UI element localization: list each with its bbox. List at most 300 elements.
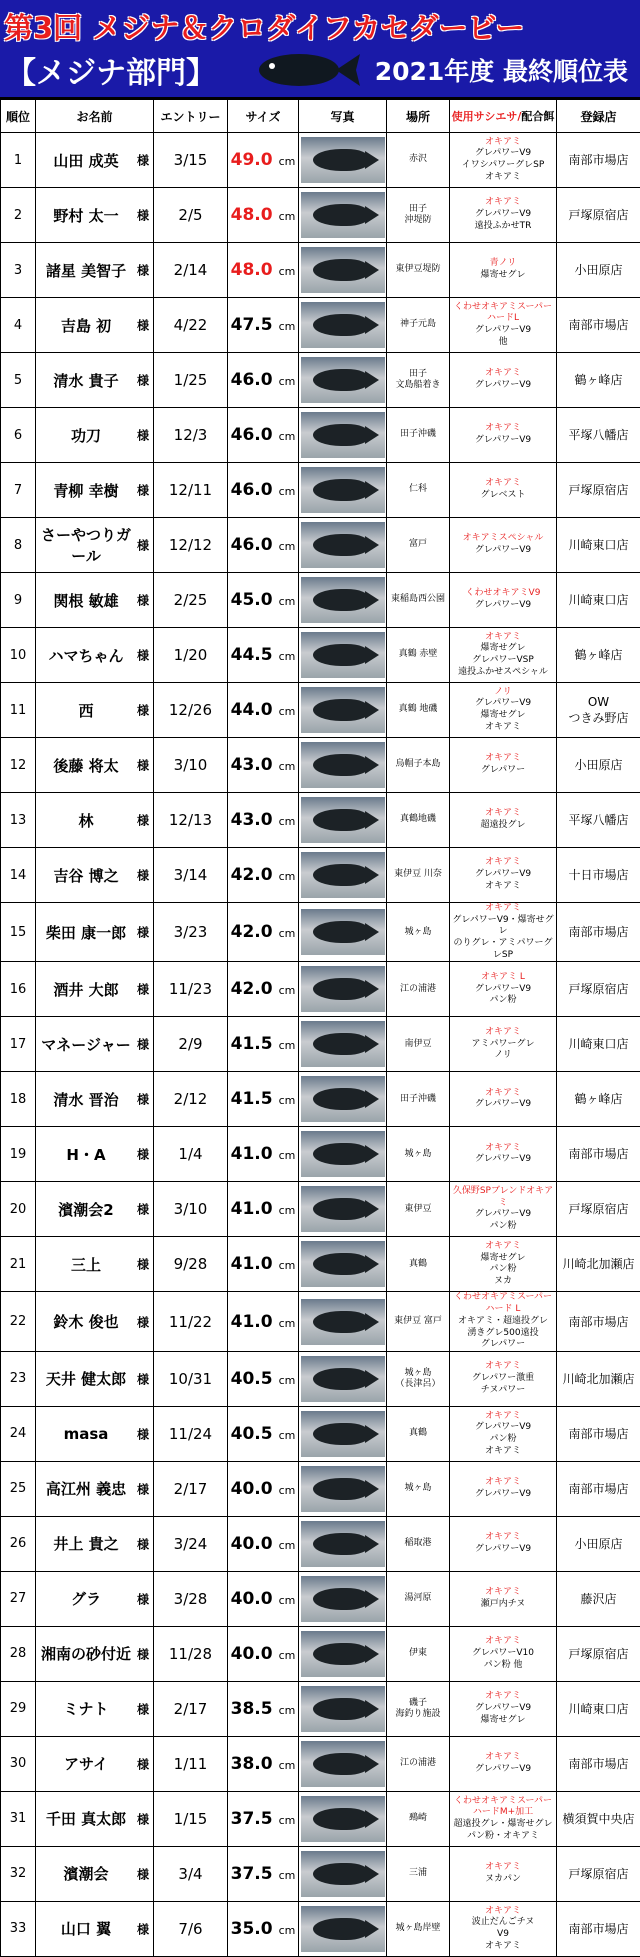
table-row bbox=[1, 1017, 640, 1072]
season-title: 2021年度 最終順位表 bbox=[375, 52, 628, 88]
entrant-name: 山口 翼 bbox=[36, 1918, 136, 1939]
rank-cell: 24 bbox=[1, 1406, 36, 1461]
sashie-bait: 青ノリ bbox=[490, 258, 517, 268]
header-store: 登録店 bbox=[557, 100, 640, 133]
size-cell bbox=[228, 298, 299, 353]
fish-photo bbox=[301, 1576, 385, 1622]
name-cell bbox=[36, 133, 154, 188]
size-unit: cm bbox=[279, 1149, 296, 1162]
fish-tail-icon bbox=[365, 923, 379, 941]
groundbait: グレパワーV9 bbox=[475, 380, 531, 390]
bait-cell bbox=[450, 1791, 557, 1846]
entrant-name: 清水 貴子 bbox=[36, 370, 136, 391]
header-size: サイズ bbox=[228, 100, 299, 133]
fish-icon bbox=[313, 1643, 369, 1665]
entry-date-cell: 2/17 bbox=[154, 1681, 228, 1736]
honorific: 様 bbox=[137, 1920, 149, 1937]
photo-cell bbox=[299, 1072, 387, 1127]
table-row bbox=[1, 1901, 640, 1956]
store-cell: 鶴ヶ峰店 bbox=[557, 628, 640, 683]
bait-cell bbox=[450, 573, 557, 628]
sashie-bait: くわせオキアミスーパーハード L bbox=[454, 1292, 552, 1314]
size-value: 40.5 bbox=[231, 1369, 273, 1389]
store-cell: 小田原店 bbox=[557, 738, 640, 793]
store-cell: 戸塚原宿店 bbox=[557, 1182, 640, 1237]
photo-cell bbox=[299, 463, 387, 518]
fish-photo bbox=[301, 357, 385, 403]
store-cell: 川崎東口店 bbox=[557, 573, 640, 628]
entry-date-cell: 2/9 bbox=[154, 1017, 228, 1072]
honorific: 様 bbox=[137, 1755, 149, 1772]
sashie-bait: オキアミ bbox=[485, 478, 521, 488]
name-cell bbox=[36, 1571, 154, 1626]
size-cell bbox=[228, 1127, 299, 1182]
honorific: 様 bbox=[137, 867, 149, 884]
bait-cell bbox=[450, 1406, 557, 1461]
photo-cell bbox=[299, 1791, 387, 1846]
table-row bbox=[1, 188, 640, 243]
fish-icon bbox=[313, 978, 369, 1000]
place-cell: 田子沖磯 bbox=[387, 408, 450, 463]
table-row bbox=[1, 1736, 640, 1791]
size-cell bbox=[228, 1461, 299, 1516]
entrant-name: 後藤 将太 bbox=[36, 755, 136, 776]
fish-tail-icon bbox=[365, 1865, 379, 1883]
bait-cell bbox=[450, 1182, 557, 1237]
fish-photo bbox=[301, 1466, 385, 1512]
bait-cell bbox=[450, 1292, 557, 1351]
table-row bbox=[1, 463, 640, 518]
size-value: 41.5 bbox=[231, 1089, 273, 1109]
name-cell bbox=[36, 1237, 154, 1292]
entry-date-cell: 3/15 bbox=[154, 133, 228, 188]
sashie-bait: ノリ bbox=[494, 687, 512, 697]
size-unit: cm bbox=[279, 1374, 296, 1387]
fish-icon bbox=[313, 1143, 369, 1165]
table-row bbox=[1, 1237, 640, 1292]
entry-date-cell: 3/28 bbox=[154, 1571, 228, 1626]
rank-cell: 33 bbox=[1, 1901, 36, 1956]
store-cell: OW つきみ野店 bbox=[557, 683, 640, 738]
entry-date-cell: 2/25 bbox=[154, 573, 228, 628]
fish-icon bbox=[313, 1423, 369, 1445]
entrant-name: 高江州 義忠 bbox=[36, 1478, 136, 1499]
honorific: 様 bbox=[137, 757, 149, 774]
bait-cell bbox=[450, 1127, 557, 1182]
photo-cell bbox=[299, 1292, 387, 1351]
photo-cell bbox=[299, 243, 387, 298]
rank-cell: 25 bbox=[1, 1461, 36, 1516]
name-cell bbox=[36, 1846, 154, 1901]
size-value: 40.5 bbox=[231, 1424, 273, 1444]
size-value: 37.5 bbox=[231, 1809, 273, 1829]
entry-date-cell: 9/28 bbox=[154, 1237, 228, 1292]
fish-photo bbox=[301, 1186, 385, 1232]
header-place: 場所 bbox=[387, 100, 450, 133]
name-cell bbox=[36, 1681, 154, 1736]
size-cell bbox=[228, 848, 299, 903]
size-value: 44.5 bbox=[231, 645, 273, 665]
photo-cell bbox=[299, 683, 387, 738]
size-unit: cm bbox=[279, 1429, 296, 1442]
entry-date-cell: 2/14 bbox=[154, 243, 228, 298]
honorific: 様 bbox=[137, 1590, 149, 1607]
entrant-name: 関根 敏雄 bbox=[36, 590, 136, 611]
entrant-name: ハマちゃん bbox=[36, 645, 136, 666]
fish-icon bbox=[313, 1088, 369, 1110]
fish-tail-icon bbox=[365, 1370, 379, 1388]
entrant-name: 功刀 bbox=[36, 425, 136, 446]
sashie-bait: オキアミ bbox=[485, 903, 521, 913]
honorific: 様 bbox=[137, 317, 149, 334]
size-unit: cm bbox=[279, 210, 296, 223]
name-cell bbox=[36, 628, 154, 683]
rank-cell: 11 bbox=[1, 683, 36, 738]
bait-cell bbox=[450, 683, 557, 738]
size-cell bbox=[228, 903, 299, 962]
size-cell bbox=[228, 962, 299, 1017]
sashie-bait: オキアミ bbox=[485, 1587, 521, 1597]
groundbait: オキアミ・超遠投グレ 湧きグレ500遠投 グレパワー bbox=[458, 1316, 548, 1349]
table-row bbox=[1, 1182, 640, 1237]
fish-tail-icon bbox=[365, 980, 379, 998]
sashie-bait: くわせオキアミスーパーハードM+加工 bbox=[454, 1796, 552, 1818]
size-cell bbox=[228, 1237, 299, 1292]
groundbait: グレパワーV9 パン粉 bbox=[475, 984, 531, 1006]
place-cell: 城ヶ島 bbox=[387, 1127, 450, 1182]
size-cell bbox=[228, 628, 299, 683]
fish-photo bbox=[301, 577, 385, 623]
rank-cell: 16 bbox=[1, 962, 36, 1017]
groundbait: グレパワーV9 爆寄せグレ オキアミ bbox=[475, 698, 531, 731]
place-cell: 田子 沖堤防 bbox=[387, 188, 450, 243]
size-unit: cm bbox=[279, 927, 296, 940]
sashie-bait: オキアミ bbox=[485, 368, 521, 378]
store-cell: 小田原店 bbox=[557, 1516, 640, 1571]
name-cell bbox=[36, 1127, 154, 1182]
fish-icon bbox=[313, 1808, 369, 1830]
place-cell: 真鶴 bbox=[387, 1237, 450, 1292]
entry-date-cell: 12/26 bbox=[154, 683, 228, 738]
sashie-bait: オキアミ bbox=[485, 1027, 521, 1037]
bait-cell bbox=[450, 1461, 557, 1516]
fish-tail-icon bbox=[365, 1425, 379, 1443]
size-value: 35.0 bbox=[231, 1919, 273, 1939]
table-row bbox=[1, 1127, 640, 1182]
rank-cell: 17 bbox=[1, 1017, 36, 1072]
honorific: 様 bbox=[137, 1146, 149, 1163]
fish-icon bbox=[313, 1253, 369, 1275]
size-value: 41.0 bbox=[231, 1312, 273, 1332]
rank-cell: 13 bbox=[1, 793, 36, 848]
table-row bbox=[1, 1681, 640, 1736]
size-value: 40.0 bbox=[231, 1644, 273, 1664]
entry-date-cell: 3/10 bbox=[154, 1182, 228, 1237]
bait-cell bbox=[450, 1237, 557, 1292]
honorific: 様 bbox=[137, 207, 149, 224]
size-cell bbox=[228, 1351, 299, 1406]
photo-cell bbox=[299, 1127, 387, 1182]
size-unit: cm bbox=[279, 705, 296, 718]
size-cell bbox=[228, 1626, 299, 1681]
place-cell: 三浦 bbox=[387, 1846, 450, 1901]
bait-cell bbox=[450, 962, 557, 1017]
entrant-name: 三上 bbox=[36, 1254, 136, 1275]
table-row bbox=[1, 962, 640, 1017]
rank-cell: 14 bbox=[1, 848, 36, 903]
size-value: 44.0 bbox=[231, 700, 273, 720]
fish-photo bbox=[301, 522, 385, 568]
size-value: 46.0 bbox=[231, 480, 273, 500]
honorific: 様 bbox=[137, 152, 149, 169]
entry-date-cell: 7/6 bbox=[154, 1901, 228, 1956]
rank-cell: 30 bbox=[1, 1736, 36, 1791]
fish-tail-icon bbox=[365, 646, 379, 664]
photo-cell bbox=[299, 573, 387, 628]
size-unit: cm bbox=[279, 1204, 296, 1217]
photo-cell bbox=[299, 353, 387, 408]
size-cell bbox=[228, 408, 299, 463]
name-cell bbox=[36, 243, 154, 298]
place-cell: 城ヶ島 bbox=[387, 903, 450, 962]
photo-cell bbox=[299, 1901, 387, 1956]
size-value: 38.5 bbox=[231, 1699, 273, 1719]
sashie-bait: オキアミ bbox=[485, 1477, 521, 1487]
fish-photo bbox=[301, 1021, 385, 1067]
place-cell: 東伊豆 川奈 bbox=[387, 848, 450, 903]
size-cell bbox=[228, 1846, 299, 1901]
photo-cell bbox=[299, 793, 387, 848]
entry-date-cell: 3/14 bbox=[154, 848, 228, 903]
entrant-name: 吉谷 博之 bbox=[36, 865, 136, 886]
bait-cell bbox=[450, 353, 557, 408]
name-cell bbox=[36, 903, 154, 962]
size-unit: cm bbox=[279, 1484, 296, 1497]
rank-cell: 32 bbox=[1, 1846, 36, 1901]
size-unit: cm bbox=[279, 1039, 296, 1052]
fish-tail-icon bbox=[365, 1755, 379, 1773]
fish-photo bbox=[301, 742, 385, 788]
groundbait: グレパワーV9 パン粉 オキアミ bbox=[475, 1422, 531, 1455]
name-cell bbox=[36, 188, 154, 243]
fish-tail-icon bbox=[365, 261, 379, 279]
store-cell: 鶴ヶ峰店 bbox=[557, 1072, 640, 1127]
table-row bbox=[1, 133, 640, 188]
fish-icon bbox=[313, 479, 369, 501]
entry-date-cell: 3/4 bbox=[154, 1846, 228, 1901]
groundbait: 爆寄せグレ グレパワーVSP 遠投ふかせスペシャル bbox=[458, 643, 548, 676]
fish-tail-icon bbox=[365, 811, 379, 829]
entry-date-cell: 2/5 bbox=[154, 188, 228, 243]
bait-cell bbox=[450, 628, 557, 683]
size-value: 46.0 bbox=[231, 370, 273, 390]
size-cell bbox=[228, 1406, 299, 1461]
size-value: 46.0 bbox=[231, 425, 273, 445]
fish-icon bbox=[313, 424, 369, 446]
size-value: 41.0 bbox=[231, 1254, 273, 1274]
photo-cell bbox=[299, 1351, 387, 1406]
photo-cell bbox=[299, 738, 387, 793]
sashie-bait: 久保野SPブレンドオキアミ bbox=[453, 1186, 553, 1208]
place-cell: 城ヶ島 bbox=[387, 1461, 450, 1516]
table-row bbox=[1, 1791, 640, 1846]
bait-cell bbox=[450, 1736, 557, 1791]
fish-tail-icon bbox=[365, 1200, 379, 1218]
size-value: 40.0 bbox=[231, 1589, 273, 1609]
size-value: 40.0 bbox=[231, 1479, 273, 1499]
name-cell bbox=[36, 1791, 154, 1846]
fish-icon bbox=[313, 1588, 369, 1610]
sashie-bait: オキアミ bbox=[485, 1361, 521, 1371]
fish-tail-icon bbox=[365, 1590, 379, 1608]
entrant-name: 山田 成英 bbox=[36, 150, 136, 171]
photo-cell bbox=[299, 1626, 387, 1681]
table-row bbox=[1, 1351, 640, 1406]
honorific: 様 bbox=[137, 1700, 149, 1717]
honorific: 様 bbox=[137, 592, 149, 609]
size-unit: cm bbox=[279, 1704, 296, 1717]
store-cell: 藤沢店 bbox=[557, 1571, 640, 1626]
bait-cell bbox=[450, 1351, 557, 1406]
sashie-bait: オキアミ bbox=[485, 197, 521, 207]
size-cell bbox=[228, 793, 299, 848]
photo-cell bbox=[299, 1237, 387, 1292]
entry-date-cell: 1/4 bbox=[154, 1127, 228, 1182]
groundbait: グレパワーV9 bbox=[475, 1764, 531, 1774]
photo-cell bbox=[299, 628, 387, 683]
fish-tail-icon bbox=[365, 591, 379, 609]
sashie-bait: くわせオキアミV9 bbox=[466, 588, 541, 598]
table-row bbox=[1, 1626, 640, 1681]
honorific: 様 bbox=[137, 647, 149, 664]
size-value: 47.5 bbox=[231, 315, 273, 335]
table-row bbox=[1, 1406, 640, 1461]
entry-date-cell: 11/24 bbox=[154, 1406, 228, 1461]
fish-tail-icon bbox=[365, 151, 379, 169]
honorific: 様 bbox=[137, 1256, 149, 1273]
fish-tail-icon bbox=[365, 426, 379, 444]
fish-tail-icon bbox=[365, 1700, 379, 1718]
fish-photo bbox=[301, 1356, 385, 1402]
store-cell: 南部市場店 bbox=[557, 298, 640, 353]
table-row bbox=[1, 1072, 640, 1127]
size-value: 45.0 bbox=[231, 590, 273, 610]
size-value: 37.5 bbox=[231, 1864, 273, 1884]
size-unit: cm bbox=[279, 1649, 296, 1662]
entry-date-cell: 12/12 bbox=[154, 518, 228, 573]
fish-tail-icon bbox=[365, 1645, 379, 1663]
groundbait: グレベスト bbox=[480, 490, 525, 500]
fish-photo bbox=[301, 909, 385, 955]
honorific: 様 bbox=[137, 981, 149, 998]
table-row bbox=[1, 518, 640, 573]
entrant-name: 清水 晋治 bbox=[36, 1089, 136, 1110]
name-cell bbox=[36, 518, 154, 573]
photo-cell bbox=[299, 903, 387, 962]
fish-photo bbox=[301, 1131, 385, 1177]
entry-date-cell: 11/28 bbox=[154, 1626, 228, 1681]
groundbait: 爆寄せグレ パン粉 ヌカ bbox=[480, 1253, 525, 1286]
size-unit: cm bbox=[279, 320, 296, 333]
entrant-name: 千田 真太郎 bbox=[36, 1808, 136, 1829]
size-cell bbox=[228, 1571, 299, 1626]
entrant-name: H・A bbox=[36, 1144, 136, 1165]
store-cell: 横須賀中央店 bbox=[557, 1791, 640, 1846]
rank-cell: 10 bbox=[1, 628, 36, 683]
size-unit: cm bbox=[279, 1924, 296, 1937]
place-cell: 東伊豆 富戸 bbox=[387, 1292, 450, 1351]
entry-date-cell: 4/22 bbox=[154, 298, 228, 353]
name-cell bbox=[36, 1072, 154, 1127]
place-cell: 城ヶ島 （長津呂） bbox=[387, 1351, 450, 1406]
size-cell bbox=[228, 573, 299, 628]
entry-date-cell: 3/23 bbox=[154, 903, 228, 962]
fish-photo bbox=[301, 137, 385, 183]
fish-icon bbox=[313, 1311, 369, 1333]
rank-cell: 28 bbox=[1, 1626, 36, 1681]
place-cell: 田子 文島船着き bbox=[387, 353, 450, 408]
size-cell bbox=[228, 1182, 299, 1237]
entrant-name: 井上 貴之 bbox=[36, 1533, 136, 1554]
honorific: 様 bbox=[137, 1201, 149, 1218]
entrant-name: masa bbox=[36, 1425, 136, 1443]
fish-icon bbox=[313, 644, 369, 666]
store-cell: 川崎北加瀬店 bbox=[557, 1351, 640, 1406]
entrant-name: 諸星 美智子 bbox=[36, 260, 136, 281]
entrant-name: 天井 健太郎 bbox=[36, 1368, 136, 1389]
fish-photo bbox=[301, 797, 385, 843]
fish-tail-icon bbox=[365, 1255, 379, 1273]
store-cell: 南部市場店 bbox=[557, 1127, 640, 1182]
groundbait: グレパワーV9 bbox=[475, 1154, 531, 1164]
store-cell: 川崎東口店 bbox=[557, 1681, 640, 1736]
name-cell bbox=[36, 353, 154, 408]
fish-photo bbox=[301, 1521, 385, 1567]
fish-photo bbox=[301, 1631, 385, 1677]
place-cell: 稲取港 bbox=[387, 1516, 450, 1571]
store-cell: 戸塚原宿店 bbox=[557, 962, 640, 1017]
size-cell bbox=[228, 188, 299, 243]
size-value: 42.0 bbox=[231, 922, 273, 942]
size-unit: cm bbox=[279, 485, 296, 498]
rank-cell: 2 bbox=[1, 188, 36, 243]
honorific: 様 bbox=[137, 1313, 149, 1330]
sashie-bait: オキアミ bbox=[485, 1241, 521, 1251]
table-row bbox=[1, 353, 640, 408]
groundbait: 超遠投グレ bbox=[480, 820, 525, 830]
photo-cell bbox=[299, 1571, 387, 1626]
fish-icon bbox=[313, 754, 369, 776]
table-row bbox=[1, 408, 640, 463]
size-unit: cm bbox=[279, 430, 296, 443]
bait-cell bbox=[450, 1516, 557, 1571]
size-value: 42.0 bbox=[231, 979, 273, 999]
bait-cell bbox=[450, 1571, 557, 1626]
fish-photo bbox=[301, 1906, 385, 1952]
place-cell: 東伊豆 bbox=[387, 1182, 450, 1237]
place-cell: 神子元島 bbox=[387, 298, 450, 353]
store-cell: 川崎東口店 bbox=[557, 1017, 640, 1072]
size-value: 48.0 bbox=[231, 260, 273, 280]
header-rank: 順位 bbox=[1, 100, 36, 133]
fish-photo bbox=[301, 412, 385, 458]
fish-tail-icon bbox=[365, 1035, 379, 1053]
size-value: 46.0 bbox=[231, 535, 273, 555]
size-cell bbox=[228, 1516, 299, 1571]
place-cell: 真鶴 bbox=[387, 1406, 450, 1461]
bait-cell bbox=[450, 1846, 557, 1901]
size-unit: cm bbox=[279, 1814, 296, 1827]
